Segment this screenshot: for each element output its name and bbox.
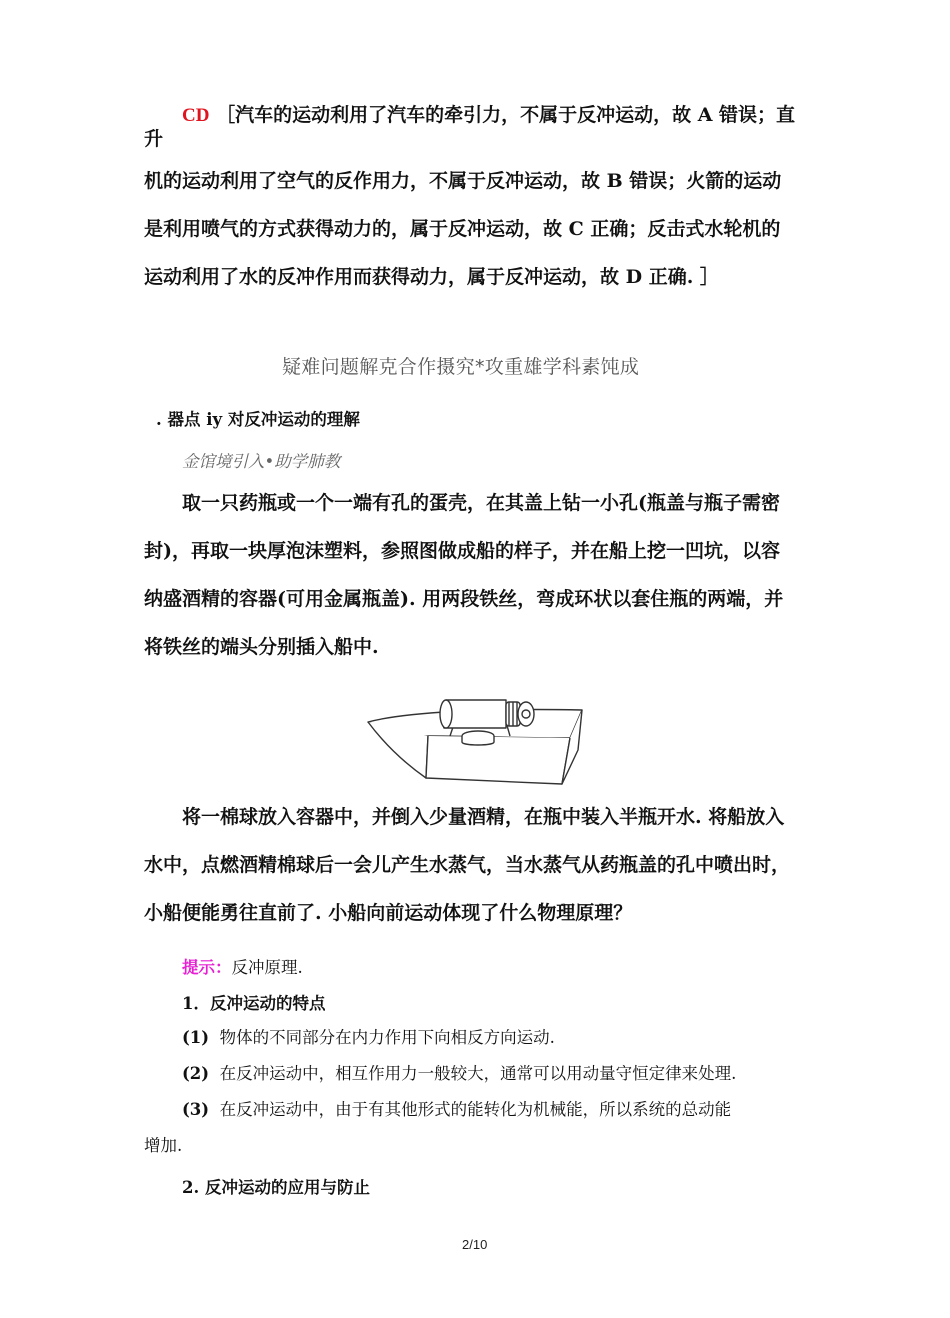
scenario-p2-line-2: 水中，点燃酒精棉球后一会儿产生水蒸气，当水蒸气从药瓶盖的孔中喷出时， — [144, 854, 791, 876]
features-heading: 1．反冲运动的特点 — [182, 994, 326, 1013]
scenario-p1-line-2: 封)，再取一块厚泡沫塑料，参照图做成船的样子，并在船上挖一凹坑，以容 — [144, 540, 780, 562]
scenario-p2-line-1: 将一棉球放入容器中，并倒入少量酒精，在瓶中装入半瓶开水. 将船放入 — [182, 806, 785, 828]
answer-line-1 — [182, 106, 795, 125]
answer-line-2: 机的运动利用了空气的反作用力，不属于反冲运动，故 B 错误；火箭的运动 — [144, 170, 782, 192]
scenario-p1-line-3: 纳盛酒精的容器(可用金属瓶盖). 用两段铁丝，弯成环状以套住瓶的两端，并 — [144, 588, 784, 610]
answer-text-1: ［汽车的运动利用了汽车的牵引力，不属于反冲运动，故 A 错误；直 — [216, 104, 796, 126]
feature-item-1 — [182, 1030, 555, 1047]
feature-item-3 — [182, 1102, 731, 1119]
lead-in-label: 金馆境引入•助学肺教 — [182, 452, 341, 471]
scenario-p2-line-3: 小船便能勇往直前了. 小船向前运动体现了什么物理原理？ — [144, 902, 633, 924]
hint-text: 反冲原理. — [231, 958, 303, 977]
scenario-p1-line-4: 将铁丝的端头分别插入船中. — [144, 636, 379, 658]
feature-item-2 — [182, 1066, 736, 1083]
answer-line-1b: 升 — [144, 128, 164, 150]
feature-item-text: 物体的不同部分在内力作用下向相反方向运动. — [219, 1028, 555, 1047]
scenario-p1-line-1: 取一只药瓶或一个一端有孔的蛋壳，在其盖上钻一小孔(瓶盖与瓶子需密 — [182, 492, 780, 514]
feature-item-number: (2) — [182, 1064, 210, 1083]
answer-key: CD — [182, 105, 210, 126]
hint-label: 提示： — [182, 958, 232, 977]
answer-line-4: 运动利用了水的反冲作用而获得动力，属于反冲运动，故 D 正确. ］ — [144, 266, 719, 288]
feature-item-3-continuation: 增加. — [144, 1136, 183, 1155]
answer-line-3: 是利用喷气的方式获得动力的，属于反冲运动，故 C 正确；反击式水轮机的 — [144, 218, 781, 240]
section-title: 疑难问题解克合作摄究*攻重雄学科素饨成 — [282, 356, 640, 378]
feature-item-number: (3) — [182, 1100, 210, 1119]
feature-item-text: 在反冲运动中，由于有其他形式的能转化为机械能，所以系统的总动能 — [219, 1100, 732, 1119]
hint-line — [182, 960, 303, 977]
feature-item-text: 在反冲运动中，相互作用力一般较大，通常可以用动量守恒定律来处理. — [219, 1064, 737, 1083]
boat-illustration — [366, 690, 584, 786]
applications-heading: 2. 反冲运动的应用与防止 — [182, 1178, 370, 1197]
page-number: 2/10 — [462, 1237, 488, 1252]
feature-item-number: (1) — [182, 1028, 210, 1047]
topic-heading: . 器点 iy 对反冲运动的理解 — [156, 410, 360, 429]
